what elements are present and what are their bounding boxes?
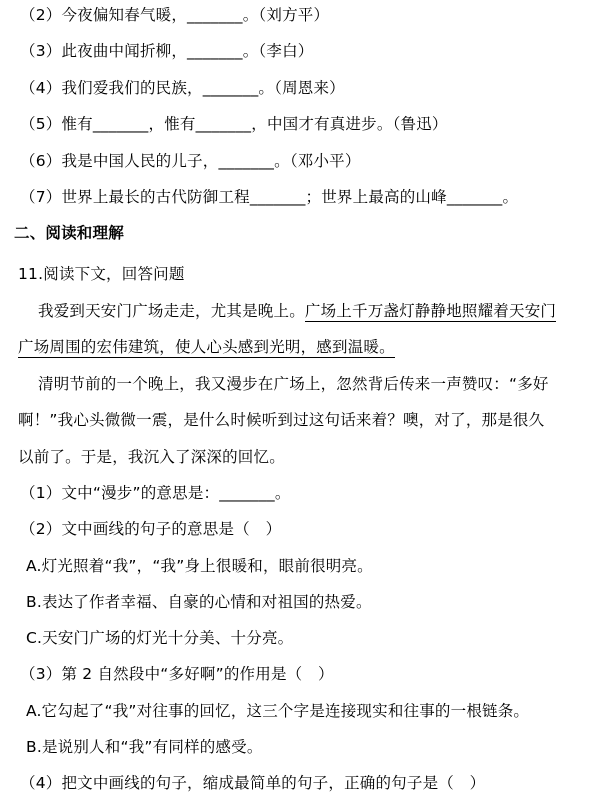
fill-in-item-4: （4）我们爱我们的民族，_______。（周恩来） <box>20 79 345 97</box>
passage-para1-line1 <box>38 300 556 322</box>
q2-option-b: B.表达了作者幸福、自豪的心情和对祖国的热爱。 <box>26 593 372 611</box>
passage-para1-plain: 我爱到天安门广场走走，尤其是晚上。 <box>38 302 305 320</box>
q2-option-a: A.灯光照着“我”，“我”身上很暖和，眼前很明亮。 <box>26 557 373 575</box>
sub-question-1: （1）文中“漫步”的意思是：_______。 <box>20 484 291 502</box>
passage-para1-line2 <box>18 336 395 358</box>
q3-option-b: B.是说别人和“我”有同样的感受。 <box>26 738 263 756</box>
question-11-heading: 11.阅读下文，回答问题 <box>18 265 185 283</box>
fill-in-item-6: （6）我是中国人民的儿子，_______。（邓小平） <box>20 152 361 170</box>
fill-in-item-3: （3）此夜曲中闻折柳，_______。（李白） <box>20 42 314 60</box>
fill-in-item-2: （2）今夜偏知春气暖，_______。（刘方平） <box>20 6 330 24</box>
passage-underlined-sentence-part2: 广场周围的宏伟建筑，使人心头感到光明，感到温暖。 <box>18 338 395 356</box>
sub-question-2: （2）文中画线的句子的意思是（ ） <box>20 520 282 538</box>
q3-option-a: A.它勾起了“我”对往事的回忆，这三个字是连接现实和往事的一根链条。 <box>26 702 530 720</box>
section-title: 二、阅读和理解 <box>14 224 124 242</box>
passage-para2-line2: 啊！”我心头微微一震，是什么时候听到过这句话来着？噢，对了，那是很久 <box>18 411 545 429</box>
fill-in-item-7: （7）世界上最长的古代防御工程_______；世界上最高的山峰_______。 <box>20 188 519 206</box>
passage-para2-line3: 以前了。于是，我沉入了深深的回忆。 <box>18 448 285 466</box>
passage-underlined-sentence-part1: 广场上千万盏灯静静地照耀着天安门 <box>304 302 557 320</box>
q2-option-c: C.天安门广场的灯光十分美、十分亮。 <box>26 629 294 647</box>
passage-para2-line1: 清明节前的一个晚上，我又漫步在广场上，忽然背后传来一声赞叹：“多好 <box>38 375 549 393</box>
sub-question-4: （4）把文中画线的句子，缩成最简单的句子，正确的句子是（ ） <box>20 774 486 792</box>
sub-question-3: （3）第 2 自然段中“多好啊”的作用是（ ） <box>20 665 334 683</box>
fill-in-item-5: （5）惟有_______，惟有_______，中国才有真进步。（鲁迅） <box>20 115 448 133</box>
